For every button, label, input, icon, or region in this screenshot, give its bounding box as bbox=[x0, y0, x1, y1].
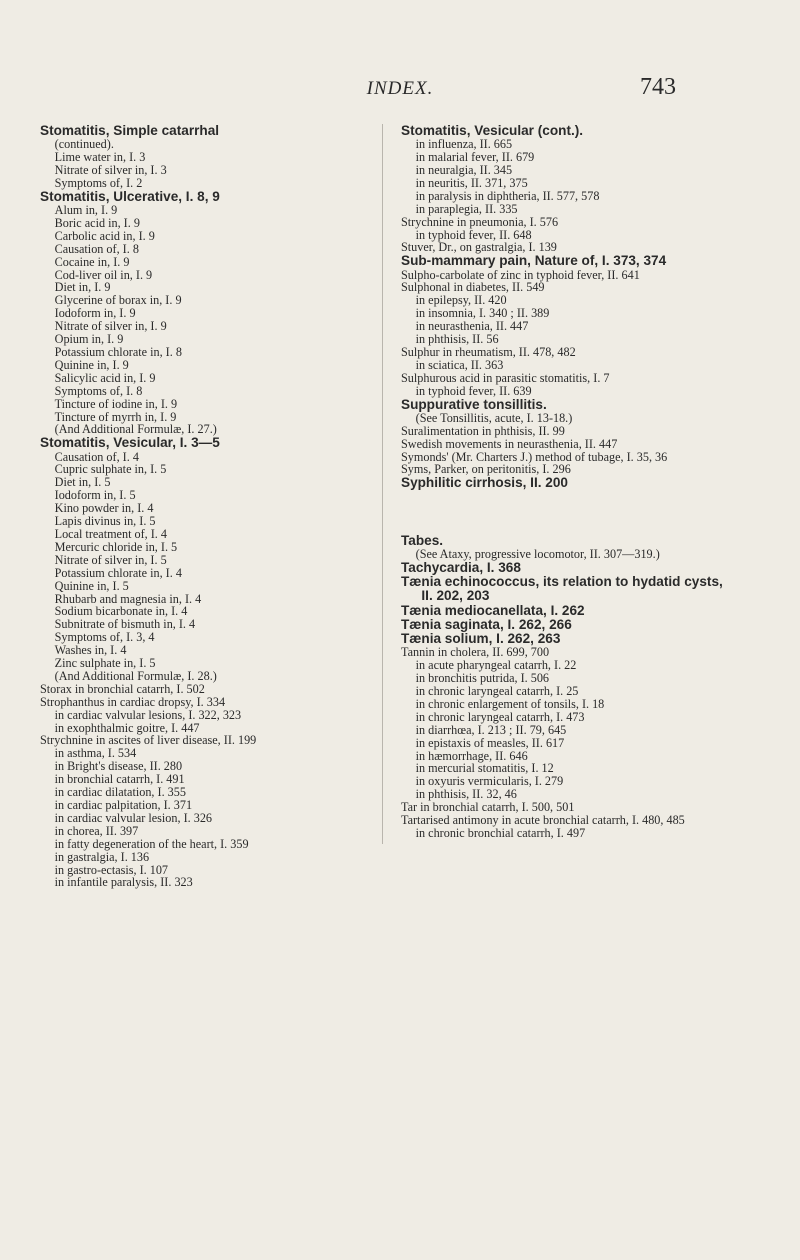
index-subentry: Subnitrate of bismuth in, I. 4 bbox=[54, 617, 196, 632]
index-subentry: Iodoform in, I. 5 bbox=[54, 488, 136, 503]
index-entry: Strophanthus in cardiac dropsy, I. 334 bbox=[40, 694, 226, 709]
index-subentry: Iodoform in, I. 9 bbox=[54, 306, 136, 321]
index-subentry: Nitrate of silver in, I. 3 bbox=[54, 163, 167, 178]
index-subentry: in paralysis in diphtheria, II. 577, 578 bbox=[415, 188, 600, 203]
index-subentry: in sciatica, II. 363 bbox=[415, 357, 504, 372]
index-entry: Symonds' (Mr. Charters J.) method of tubage, I. 35, 36 bbox=[401, 449, 668, 464]
index-subentry: Opium in, I. 9 bbox=[54, 332, 124, 347]
index-subentry: in mercurial stomatitis, I. 12 bbox=[415, 761, 554, 776]
index-subentry: in typhoid fever, II. 648 bbox=[415, 227, 532, 242]
index-subentry: in chronic bronchial catarrh, I. 497 bbox=[415, 825, 586, 840]
index-subentry: in influenza, II. 665 bbox=[415, 137, 513, 152]
index-subentry: Cupric sulphate in, I. 5 bbox=[54, 462, 167, 477]
index-entry: Tar in bronchial catarrh, I. 500, 501 bbox=[401, 800, 575, 815]
index-heading: Suppurative tonsillitis. bbox=[401, 396, 547, 412]
index-subentry: Quinine in, I. 9 bbox=[54, 357, 129, 372]
index-subentry: (continued). bbox=[54, 137, 114, 152]
index-subentry: Lapis divinus in, I. 5 bbox=[54, 514, 156, 529]
index-subentry: in diarrhœa, I. 213 ; II. 79, 645 bbox=[415, 722, 567, 737]
index-subentry: in acute pharyngeal catarrh, I. 22 bbox=[415, 658, 577, 673]
index-subentry: Zinc sulphate in, I. 5 bbox=[54, 656, 156, 671]
index-subentry: in oxyuris vermicularis, I. 279 bbox=[415, 774, 564, 789]
index-subentry: in neuralgia, II. 345 bbox=[415, 163, 513, 178]
index-subentry: in epistaxis of measles, II. 617 bbox=[415, 735, 565, 750]
index-column-right bbox=[401, 124, 723, 840]
index-subentry: Washes in, I. 4 bbox=[54, 643, 127, 658]
index-entry: Stuver, Dr., on gastralgia, I. 139 bbox=[401, 240, 557, 255]
index-entry: Sulpho-carbolate of zinc in typhoid fever, II. 641 bbox=[401, 267, 640, 282]
index-subentry: in chronic laryngeal catarrh, I. 473 bbox=[415, 709, 585, 724]
index-subentry: in chorea, II. 397 bbox=[54, 823, 139, 838]
index-subentry: (And Additional Formulæ, I. 28.) bbox=[54, 668, 217, 683]
index-subentry: Local treatment of, I. 4 bbox=[54, 526, 167, 541]
index-subentry: in paraplegia, II. 335 bbox=[415, 201, 518, 216]
index-subentry: Cocaine in, I. 9 bbox=[54, 254, 130, 269]
index-subentry: Alum in, I. 9 bbox=[54, 203, 118, 218]
index-subentry: in phthisis, II. 56 bbox=[415, 332, 499, 347]
index-entry: Suralimentation in phthisis, II. 99 bbox=[401, 423, 565, 438]
index-subentry: Rhubarb and magnesia in, I. 4 bbox=[54, 591, 202, 606]
index-subentry: Tincture of iodine in, I. 9 bbox=[54, 396, 178, 411]
index-heading: Stomatitis, Vesicular, I. 3—5 bbox=[40, 435, 220, 451]
index-subentry: Carbolic acid in, I. 9 bbox=[54, 228, 155, 243]
index-subentry: in cardiac palpitation, I. 371 bbox=[54, 798, 193, 813]
index-entry: Storax in bronchial catarrh, I. 502 bbox=[40, 681, 205, 696]
index-subentry: Kino powder in, I. 4 bbox=[54, 501, 154, 516]
index-heading: Tænia mediocanellata, I. 262 bbox=[401, 602, 585, 618]
index-subentry: in gastralgia, I. 136 bbox=[54, 849, 150, 864]
column-divider bbox=[382, 124, 383, 844]
index-subentry: in cardiac valvular lesions, I. 322, 323 bbox=[54, 707, 242, 722]
index-subentry: in chronic laryngeal catarrh, I. 25 bbox=[415, 683, 579, 698]
index-subentry: in chronic enlargement of tonsils, I. 18 bbox=[415, 696, 605, 711]
index-subentry: Potassium chlorate in, I. 4 bbox=[54, 565, 182, 580]
index-subentry: in epilepsy, II. 420 bbox=[415, 293, 507, 308]
index-subentry: Symptoms of, I. 3, 4 bbox=[54, 630, 155, 645]
index-subentry: (See Ataxy, progressive locomotor, II. 307—319.) bbox=[415, 547, 660, 562]
index-heading: Sub-mammary pain, Nature of, I. 373, 374 bbox=[401, 253, 667, 269]
index-subentry: in bronchitis putrida, I. 506 bbox=[415, 671, 550, 686]
index-heading: Syphilitic cirrhosis, II. 200 bbox=[401, 475, 568, 491]
index-heading: Tachycardia, I. 368 bbox=[401, 560, 521, 576]
index-subentry: in asthma, I. 534 bbox=[54, 746, 137, 761]
index-heading: Tænia saginata, I. 262, 266 bbox=[401, 616, 572, 632]
index-subentry: Diet in, I. 9 bbox=[54, 280, 111, 295]
index-entry: Strychnine in pneumonia, I. 576 bbox=[401, 214, 559, 229]
index-entry: Sulphonal in diabetes, II. 549 bbox=[401, 280, 545, 295]
index-subentry: in insomnia, I. 340 ; II. 389 bbox=[415, 306, 550, 321]
index-subentry: Potassium chlorate in, I. 8 bbox=[54, 345, 182, 359]
index-subentry: Symptoms of, I. 2 bbox=[54, 175, 143, 190]
index-subentry: in exophthalmic goitre, I. 447 bbox=[54, 720, 200, 735]
index-subentry: Tincture of myrrh in, I. 9 bbox=[54, 409, 177, 424]
index-heading: Tænia echinococcus, its relation to hydatid cysts, II. 202, 203 bbox=[401, 574, 723, 604]
index-subentry: in phthisis, II. 32, 46 bbox=[415, 787, 517, 802]
index-subentry: (And Additional Formulæ, I. 27.) bbox=[54, 422, 217, 437]
index-heading: Tabes. bbox=[401, 532, 444, 548]
index-subentry: Nitrate of silver in, I. 9 bbox=[54, 319, 167, 334]
index-heading: Stomatitis, Vesicular (cont.). bbox=[401, 123, 584, 138]
index-entry: Tartarised antimony in acute bronchial catarrh, I. 480, 485 bbox=[401, 813, 685, 828]
index-heading: Stomatitis, Simple catarrhal bbox=[40, 123, 220, 138]
running-header-title: INDEX. bbox=[366, 78, 434, 99]
index-subentry: in cardiac dilatation, I. 355 bbox=[54, 785, 186, 800]
index-entry: Syms, Parker, on peritonitis, I. 296 bbox=[401, 462, 571, 477]
index-subentry: Salicylic acid in, I. 9 bbox=[54, 370, 156, 385]
index-subentry: Diet in, I. 5 bbox=[54, 475, 111, 490]
index-subentry: Quinine in, I. 5 bbox=[54, 578, 129, 593]
index-subentry: Glycerine of borax in, I. 9 bbox=[54, 293, 182, 308]
index-subentry: in gastro-ectasis, I. 107 bbox=[54, 862, 169, 877]
index-subentry: in fatty degeneration of the heart, I. 359 bbox=[54, 836, 249, 851]
index-subentry: Nitrate of silver in, I. 5 bbox=[54, 552, 167, 567]
index-subentry: Causation of, I. 8 bbox=[54, 241, 139, 256]
index-subentry: Causation of, I. 4 bbox=[54, 449, 139, 464]
index-entry: Sulphur in rheumatism, II. 478, 482 bbox=[401, 345, 576, 359]
index-subentry: in malarial fever, II. 679 bbox=[415, 150, 535, 165]
section-gap bbox=[401, 503, 723, 522]
index-entry: Tannin in cholera, II. 699, 700 bbox=[401, 645, 550, 660]
index-subentry: in bronchial catarrh, I. 491 bbox=[54, 772, 185, 787]
index-subentry: in neuritis, II. 371, 375 bbox=[415, 175, 528, 190]
index-subentry: in hæmorrhage, II. 646 bbox=[415, 748, 528, 763]
index-subentry: in typhoid fever, II. 639 bbox=[415, 383, 532, 398]
index-subentry: Lime water in, I. 3 bbox=[54, 150, 146, 165]
index-subentry: Cod-liver oil in, I. 9 bbox=[54, 267, 153, 282]
index-subentry: Boric acid in, I. 9 bbox=[54, 215, 140, 230]
index-heading: Tænia solium, I. 262, 263 bbox=[401, 631, 561, 647]
index-column-left bbox=[40, 124, 358, 889]
index-heading: Stomatitis, Ulcerative, I. 8, 9 bbox=[40, 188, 220, 204]
index-subentry: in cardiac valvular lesion, I. 326 bbox=[54, 810, 213, 825]
index-subentry: (See Tonsillitis, acute, I. 13-18.) bbox=[415, 410, 573, 425]
index-subentry: Mercuric chloride in, I. 5 bbox=[54, 539, 178, 554]
index-entry: Strychnine in ascites of liver disease, II. 199 bbox=[40, 733, 257, 748]
index-subentry: in neurasthenia, II. 447 bbox=[415, 319, 529, 334]
index-subentry: in infantile paralysis, II. 323 bbox=[54, 875, 193, 890]
index-entry: Swedish movements in neurasthenia, II. 447 bbox=[401, 436, 618, 451]
index-subentry: Symptoms of, I. 8 bbox=[54, 383, 143, 398]
index-subentry: Sodium bicarbonate in, I. 4 bbox=[54, 604, 188, 619]
index-subentry: in Bright's disease, II. 280 bbox=[54, 759, 183, 774]
page-number: 743 bbox=[640, 74, 676, 100]
index-entry: Sulphurous acid in parasitic stomatitis, I. 7 bbox=[401, 370, 610, 385]
